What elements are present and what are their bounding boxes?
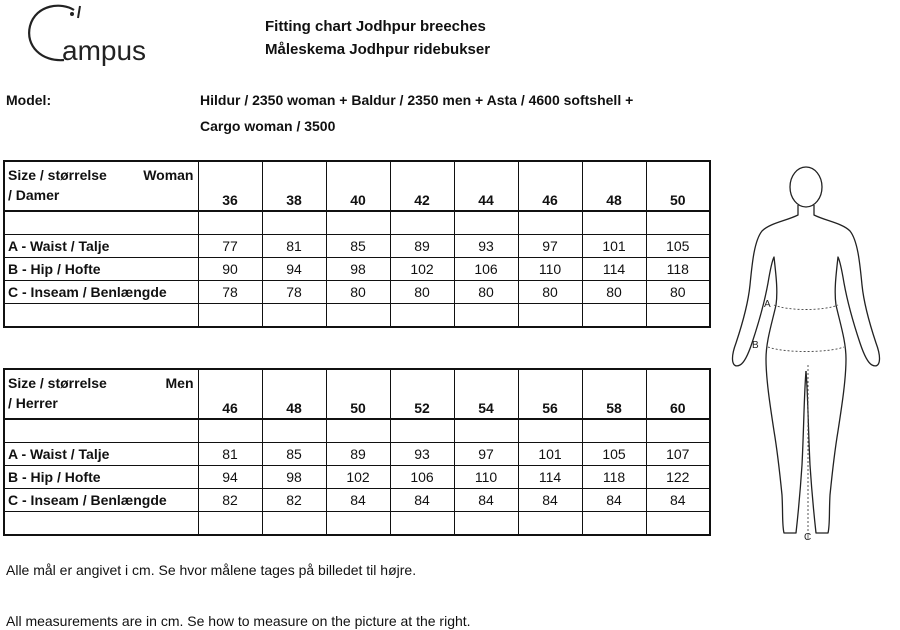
table-header-row [4,161,710,211]
table-cell: 106 [390,466,454,489]
table-row [4,489,710,512]
table-cell: 80 [518,281,582,304]
size-header: 44 [454,161,518,211]
table-cell: 97 [454,443,518,466]
table-cell: 118 [582,466,646,489]
table-cell: 98 [262,466,326,489]
table-cell: 81 [262,235,326,258]
women-size-table [3,160,711,328]
table-cell: 82 [198,489,262,512]
table-cell: 90 [198,258,262,281]
table-cell: 85 [326,235,390,258]
size-header: 42 [390,161,454,211]
size-header: 60 [646,369,710,419]
empty-row [4,512,710,536]
table-cell: 81 [198,443,262,466]
table-cell: 118 [646,258,710,281]
row-label-waist: A - Waist / Talje [4,235,198,258]
row-label-inseam: C - Inseam / Benlængde [4,489,198,512]
table-cell: 84 [454,489,518,512]
table-cell: 84 [646,489,710,512]
table-row [4,443,710,466]
size-header: 46 [198,369,262,419]
table-cell: 102 [326,466,390,489]
note-danish: Alle mål er angivet i cm. Se hvor målene tages på billedet til højre. [6,562,417,578]
table-cell: 110 [454,466,518,489]
gender-header-label: Woman [143,167,194,183]
size-header: 50 [646,161,710,211]
table-cell: 78 [262,281,326,304]
model-line-1: Hildur / 2350 woman + Baldur / 2350 men + Asta / 4600 softshell + [200,92,634,108]
table-row [4,281,710,304]
table-header-row [4,369,710,419]
gender-header-sublabel: / Damer [8,187,60,203]
size-header: 52 [390,369,454,419]
table-cell: 82 [262,489,326,512]
table-cell: 80 [454,281,518,304]
gender-header-label: Men [165,375,194,391]
table-cell: 114 [518,466,582,489]
size-header: 40 [326,161,390,211]
table-cell: 105 [582,443,646,466]
title-english: Fitting chart Jodhpur breeches [265,18,486,35]
table-cell: 94 [198,466,262,489]
row-label-waist: A - Waist / Talje [4,443,198,466]
table-row [4,466,710,489]
table-cell: 106 [454,258,518,281]
table-cell: 80 [582,281,646,304]
table-cell: 93 [454,235,518,258]
table-cell: 97 [518,235,582,258]
table-cell: 80 [326,281,390,304]
size-header-label: Size / størrelse [8,375,107,391]
table-cell: 98 [326,258,390,281]
table-cell: 114 [582,258,646,281]
table-cell: 84 [326,489,390,512]
table-cell: 89 [390,235,454,258]
size-header: 50 [326,369,390,419]
table-cell: 80 [390,281,454,304]
body-outline-icon [728,165,893,550]
table-cell: 85 [262,443,326,466]
table-row [4,258,710,281]
size-header: 48 [582,161,646,211]
size-header: 48 [262,369,326,419]
table-cell: 80 [646,281,710,304]
size-header: 58 [582,369,646,419]
size-header-label: Size / størrelse [8,167,107,183]
table-cell: 105 [646,235,710,258]
men-size-table [3,368,711,536]
empty-row [4,419,710,443]
table-cell: 102 [390,258,454,281]
campus-logo [22,0,192,72]
gender-header-sublabel: / Herrer [8,395,58,411]
table-cell: 84 [582,489,646,512]
table-cell: 78 [198,281,262,304]
table-cell: 101 [582,235,646,258]
table-cell: 110 [518,258,582,281]
size-header: 56 [518,369,582,419]
figure-label-a: A [764,299,771,310]
table-cell: 107 [646,443,710,466]
row-label-hip: B - Hip / Hofte [4,466,198,489]
size-header: 54 [454,369,518,419]
figure-label-b: B [752,340,759,351]
header-label-cell [4,161,198,211]
table-cell: 77 [198,235,262,258]
model-label: Model: [6,92,52,108]
table-cell: 93 [390,443,454,466]
title-danish: Måleskema Jodhpur ridebukser [265,41,491,58]
table-cell: 84 [518,489,582,512]
svg-text:ampus: ampus [62,35,147,66]
size-header: 38 [262,161,326,211]
table-row [4,235,710,258]
model-line-2: Cargo woman / 3500 [200,118,336,134]
table-cell: 122 [646,466,710,489]
size-header: 36 [198,161,262,211]
empty-row [4,304,710,328]
row-label-inseam: C - Inseam / Benlængde [4,281,198,304]
figure-label-c: C [804,532,812,543]
table-cell: 89 [326,443,390,466]
size-header: 46 [518,161,582,211]
header-label-cell [4,369,198,419]
note-english: All measurements are in cm. Se how to measure on the picture at the right. [6,613,471,629]
empty-row [4,211,710,235]
table-cell: 84 [390,489,454,512]
row-label-hip: B - Hip / Hofte [4,258,198,281]
table-cell: 94 [262,258,326,281]
table-cell: 101 [518,443,582,466]
